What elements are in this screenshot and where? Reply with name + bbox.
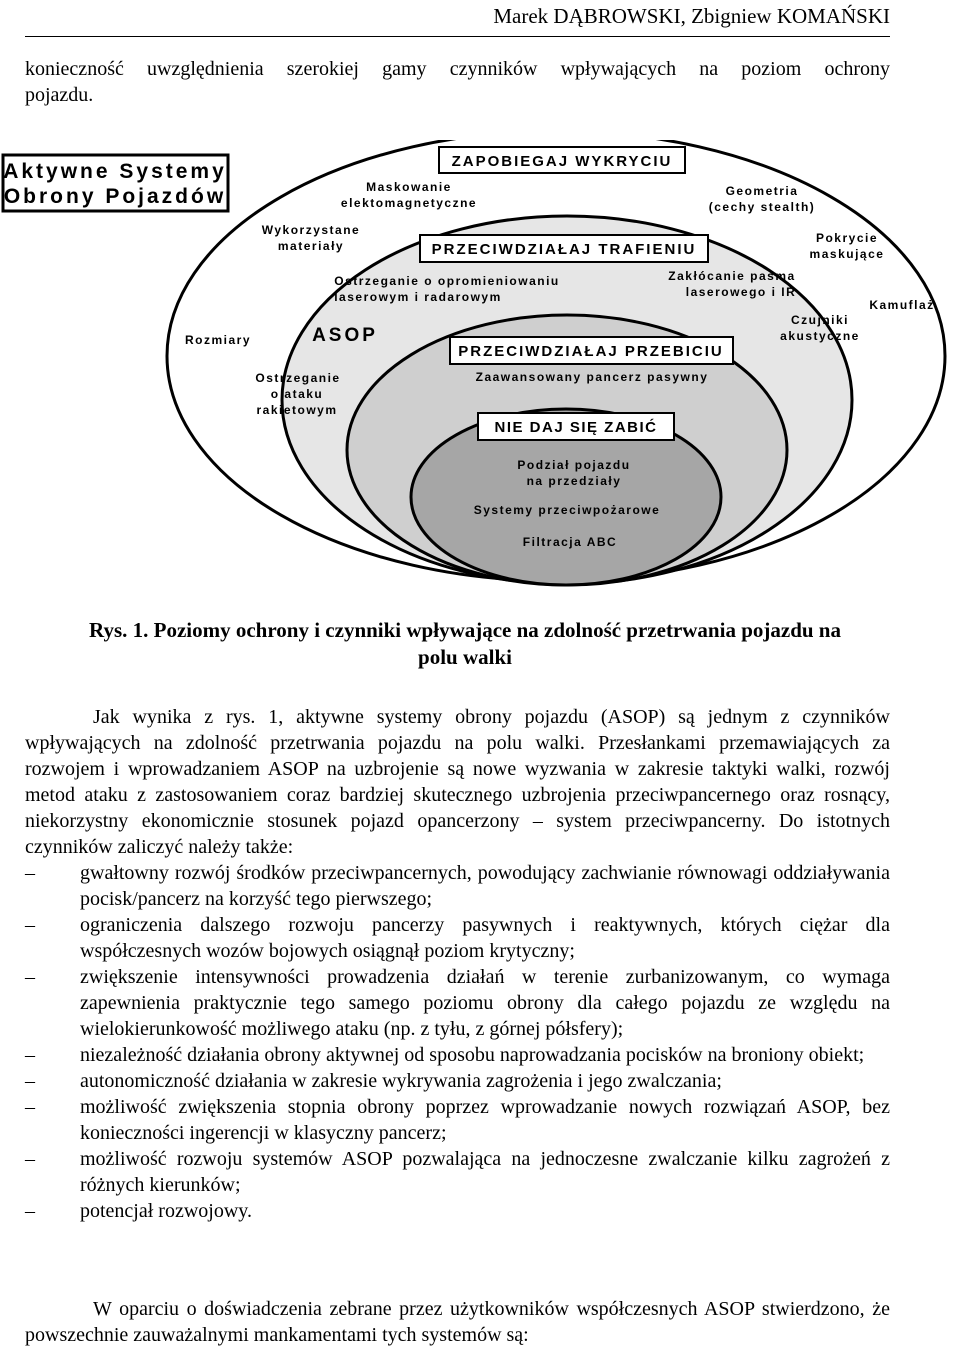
label-ostrzeganie-rak-1: Ostrzeganie bbox=[255, 371, 341, 385]
label-kamuflaz: Kamuflaż bbox=[869, 298, 935, 312]
caption-line-2: polu walki bbox=[418, 645, 512, 669]
header-divider bbox=[25, 36, 890, 37]
list-item: – autonomiczność działania w zakresie wykrywania zagrożenia i jego zwalczania; bbox=[25, 1068, 890, 1094]
label-pokrycie-1: Pokrycie bbox=[815, 231, 879, 245]
label-systemy-przeciwpozarowe: Systemy przeciwpożarowe bbox=[473, 503, 661, 517]
label-ostrzeganie-rak-2: o ataku bbox=[270, 387, 324, 401]
label-ostrzeganie-laser-2: laserowym i radarowym bbox=[334, 290, 502, 304]
list-item: – możliwość zwiększenia stopnia obrony poprzez wprowadzanie nowych rozwiązań ASOP, bez konieczności ingerencji w klasyczny pancerz; bbox=[25, 1094, 890, 1146]
label-maskowanie-2: elektomagnetyczne bbox=[340, 196, 478, 210]
title-line-1: Aktywne Systemy bbox=[3, 160, 227, 183]
list-item: – możliwość rozwoju systemów ASOP pozwalająca na jednoczesne zwalczanie kilku zagrożeń z różnych kierunków; bbox=[25, 1146, 890, 1198]
label-przeciwdzialaj-przebiciu: PRZECIWDZIAŁAJ PRZEBICIU bbox=[458, 343, 724, 360]
label-asop: ASOP bbox=[312, 325, 378, 346]
figure-caption bbox=[30, 617, 900, 671]
page-header-authors: Marek DĄBROWSKI, Zbigniew KOMAŃSKI bbox=[493, 4, 890, 28]
label-podzial-1: Podział pojazdu bbox=[517, 458, 631, 472]
list-item: – gwałtowny rozwój środków przeciwpancernych, powodujący zachwianie równowagi oddziaływania pocisk/pancerz na korzyść tego pierwszego; bbox=[25, 860, 890, 912]
label-ostrzeganie-rak-3: rakietowym bbox=[256, 403, 338, 417]
label-podzial-2: na przedziały bbox=[526, 474, 622, 488]
label-czujniki-2: akustyczne bbox=[780, 329, 860, 343]
label-nie-daj-sie-zabic: NIE DAJ SIĘ ZABIĆ bbox=[494, 419, 658, 436]
title-line-2: Obrony Pojazdów bbox=[3, 185, 227, 208]
label-wykorzystane-1: Wykorzystane bbox=[261, 223, 361, 237]
label-maskowanie-1: Maskowanie bbox=[366, 180, 452, 194]
list-item: – potencjał rozwojowy. bbox=[25, 1198, 890, 1224]
factor-list bbox=[25, 860, 890, 1224]
paragraph-1: Jak wynika z rys. 1, aktywne systemy obrony pojazdu (ASOP) są jednym z czynników wpływających na zdolność przetrwania pojazdu na polu walki. Przesłankami przemawiających za rozwojem i wprowadzaniem ASOP na uzbrojenie są nowe wyzwania w zakresie taktyki walki, rozwój metod ataku z zastosowaniem coraz bardziej skutecznego uzbrojenia przeciwpancernego oraz rosnący, niekorzystny ekonomicznie stosunek pojazd opancerzony – system przeciwpancerny. Do istotnych czynników zaliczyć należy także: bbox=[25, 706, 890, 858]
label-zaklocanie-2: laserowego i IR bbox=[685, 285, 797, 299]
body-text-2 bbox=[25, 1296, 890, 1348]
paragraph-2: W oparciu o doświadczenia zebrane przez użytkowników współczesnych ASOP stwierdzono, że powszechnie zauważalnymi mankamentami tych systemów są: bbox=[25, 1298, 890, 1346]
label-czujniki-1: Czujniki bbox=[790, 313, 850, 327]
label-pancerz: Zaawansowany pancerz pasywny bbox=[475, 370, 709, 384]
intro-line-2: pojazdu. bbox=[25, 84, 94, 106]
caption-line-1: Rys. 1. Poziomy ochrony i czynniki wpływające na zdolność przetrwania pojazdu na bbox=[89, 618, 841, 642]
label-geometria-2: (cechy stealth) bbox=[708, 200, 816, 214]
protection-levels-diagram bbox=[0, 140, 960, 610]
label-filtracja-abc: Filtracja ABC bbox=[522, 535, 618, 549]
list-item: – ograniczenia dalszego rozwoju pancerzy pasywnych i reaktywnych, których ciężar dla współczesnych wozów bojowych osiągnął poziom krytyczny; bbox=[25, 912, 890, 964]
body-text bbox=[25, 704, 890, 1224]
label-zaklocanie-1: Zakłócanie pasma bbox=[668, 269, 796, 283]
label-pokrycie-2: maskujące bbox=[809, 247, 885, 261]
intro-line-1: konieczność uwzględnienia szerokiej gamy czynników wpływających na poziom ochrony bbox=[25, 58, 890, 80]
list-item: – niezależność działania obrony aktywnej od sposobu naprowadzania pocisków na broniony obiekt; bbox=[25, 1042, 890, 1068]
label-ostrzeganie-laser-1: Ostrzeganie o opromieniowaniu bbox=[334, 274, 560, 288]
label-geometria-1: Geometria bbox=[725, 184, 799, 198]
label-zapobiegaj: ZAPOBIEGAJ WYKRYCIU bbox=[451, 153, 673, 170]
label-wykorzystane-2: materiały bbox=[277, 239, 345, 253]
label-rozmiary: Rozmiary bbox=[184, 333, 252, 347]
list-item: – zwiększenie intensywności prowadzenia działań w terenie zurbanizowanym, co wymaga zapewnienia praktycznie tego samego poziomu obrony dla całego pojazdu ze względu na wielokierunkowość możliwego ataku (np. z tyłu, z górnej półsfery); bbox=[25, 964, 890, 1042]
label-przeciwdzialaj-trafieniu: PRZECIWDZIAŁAJ TRAFIENIU bbox=[431, 241, 697, 258]
